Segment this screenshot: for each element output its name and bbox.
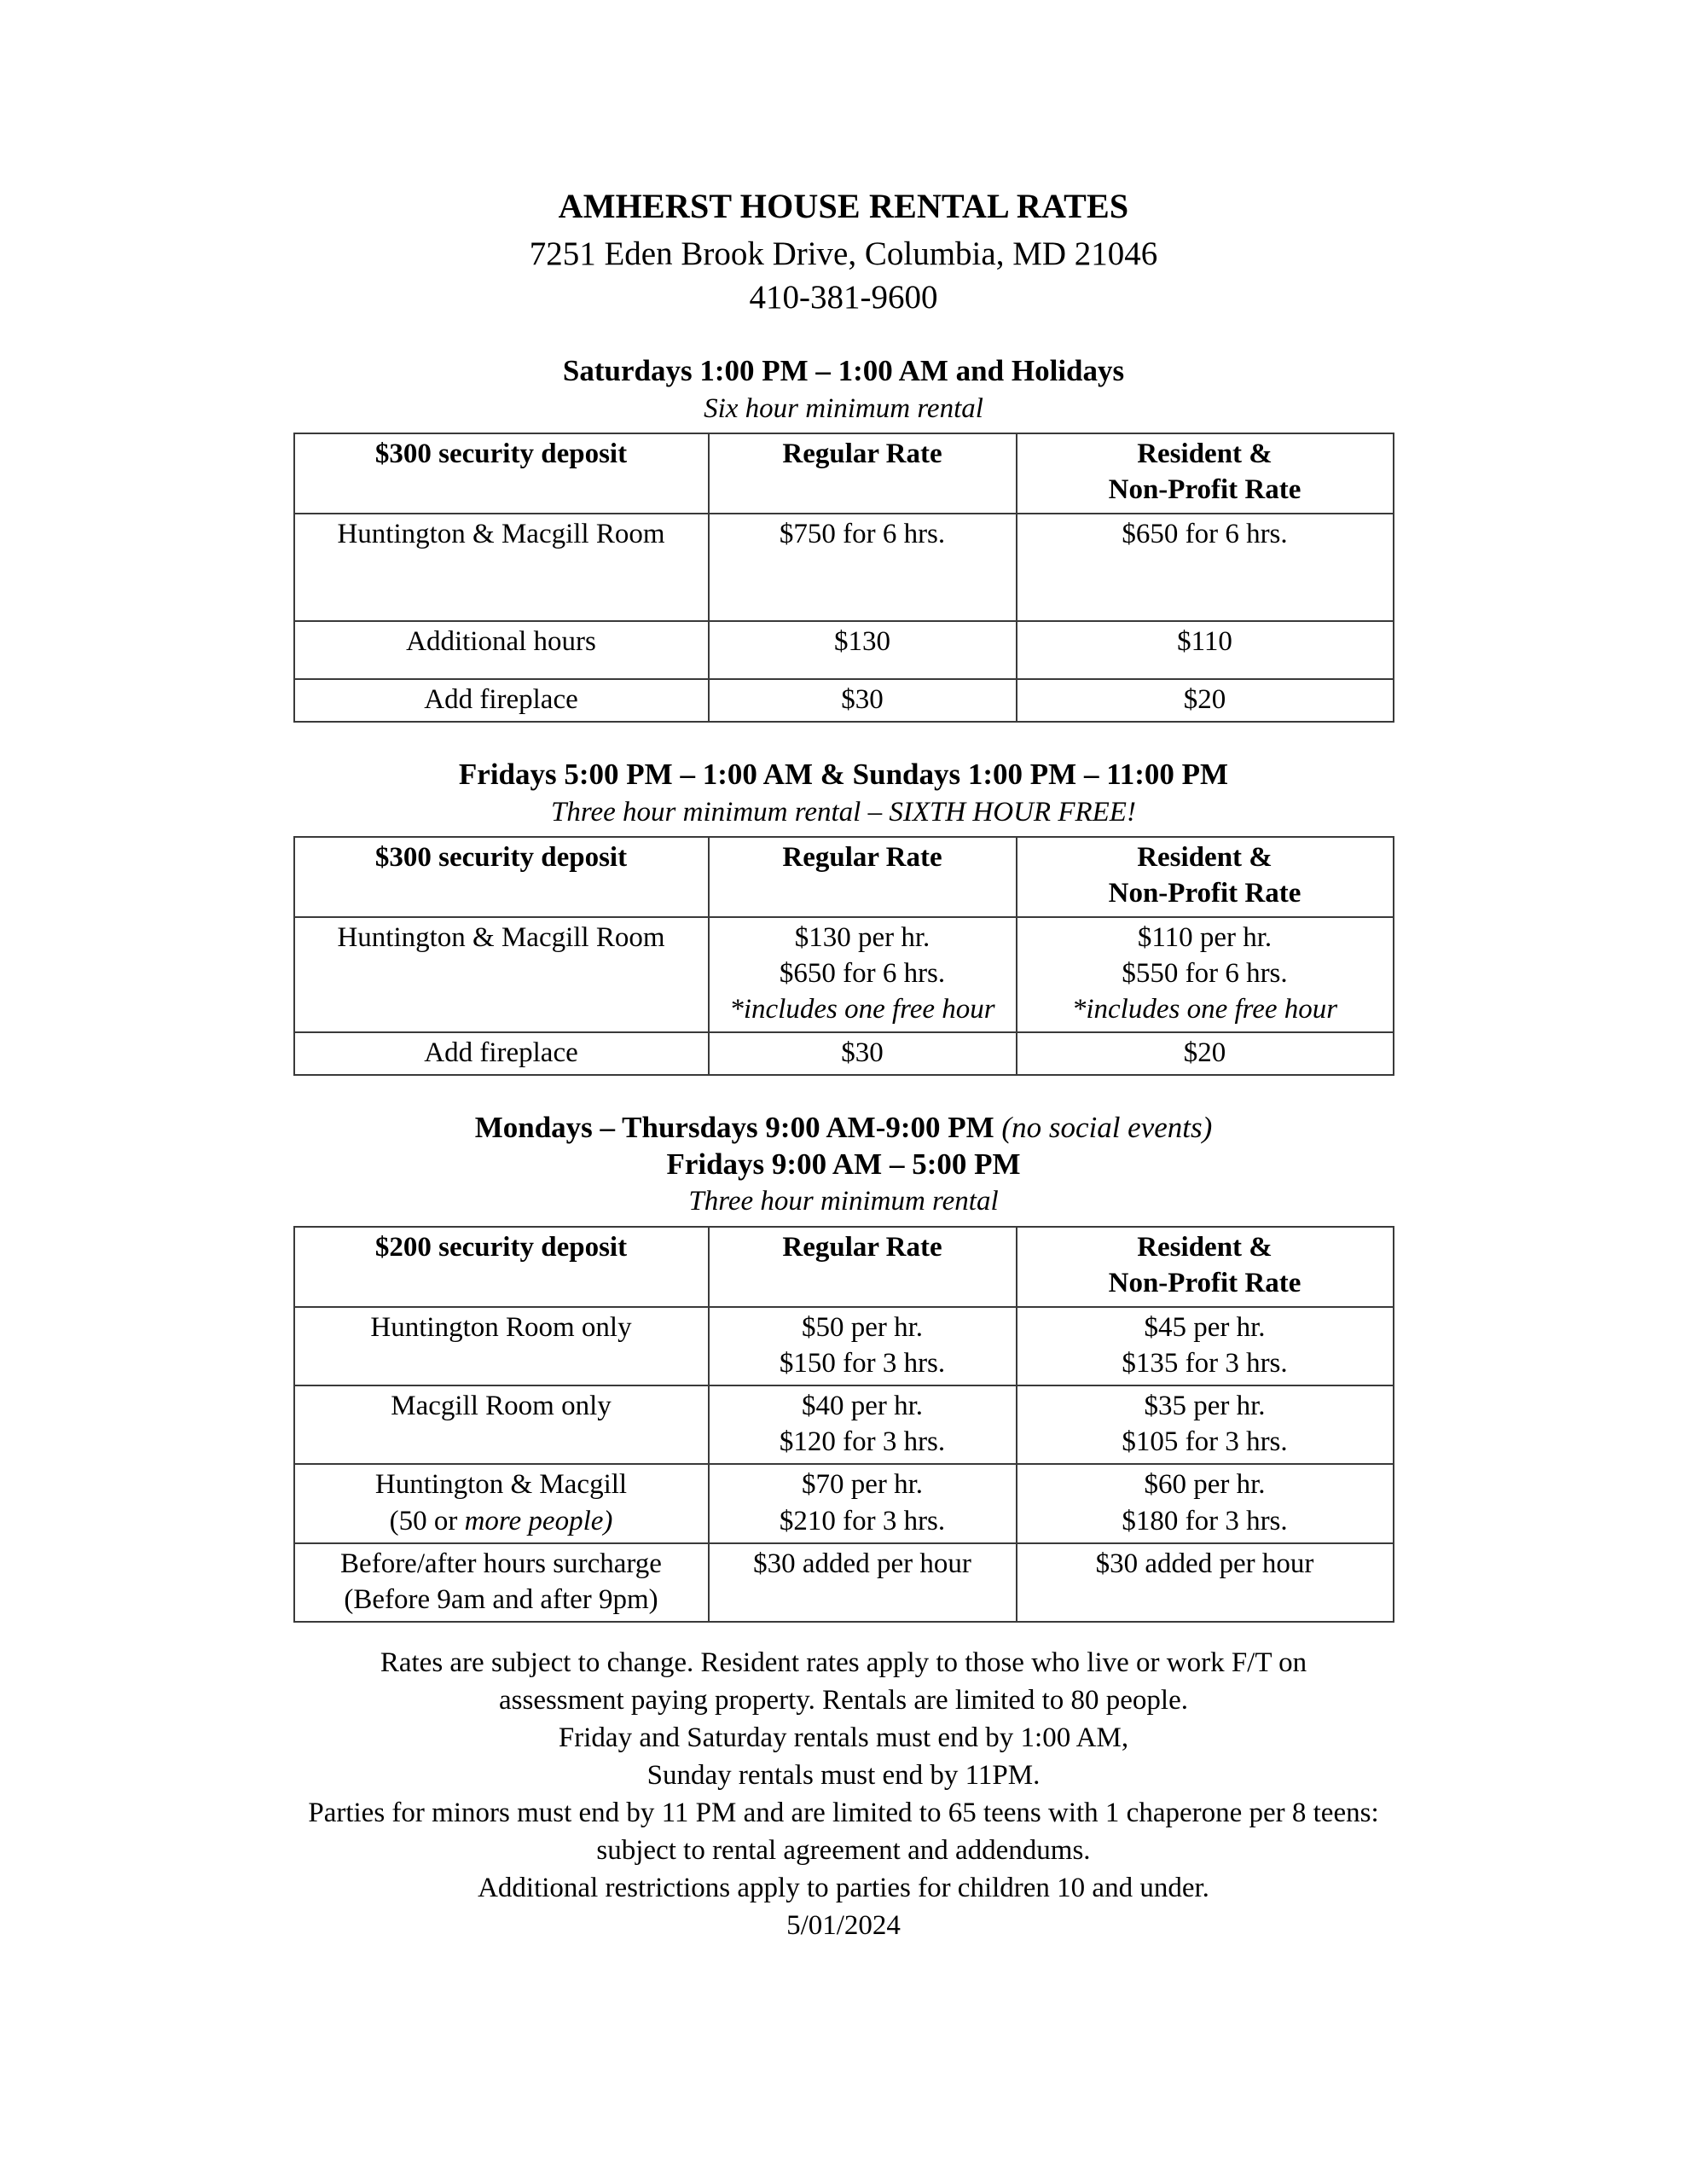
section-heading: Fridays 5:00 PM – 1:00 AM & Sundays 1:00 PM – 11:00 PM <box>458 758 1229 791</box>
value-line-2: $105 for 3 hrs. <box>1122 1426 1288 1458</box>
row-resident-value: $30 added per hour <box>1017 1543 1394 1622</box>
row-regular-value: $30 added per hour <box>709 1543 1017 1622</box>
header-line-1: Resident & <box>1137 841 1272 873</box>
table-row <box>294 679 1394 722</box>
column-header-regular-rate: Regular Rate <box>709 1227 1017 1307</box>
table-row <box>294 1307 1394 1385</box>
revision-date: 5/01/2024 <box>786 1909 901 1941</box>
rates-table-saturdays <box>293 433 1394 723</box>
row-regular-value <box>709 1464 1017 1542</box>
table-header-row <box>294 433 1394 514</box>
rates-table-weekdays <box>293 1226 1394 1623</box>
value-line-1: $60 per hr. <box>1144 1469 1266 1501</box>
table-row <box>294 621 1394 679</box>
table-row <box>294 1464 1394 1542</box>
column-header-resident-rate <box>1017 433 1394 514</box>
note-line: Additional restrictions apply to parties for children 10 and under. <box>478 1872 1209 1903</box>
header-line-2: Non-Profit Rate <box>1108 474 1301 505</box>
column-header-regular-rate: Regular Rate <box>709 837 1017 917</box>
label-italic: more people) <box>464 1505 613 1536</box>
value-line-1: $50 per hr. <box>801 1311 924 1343</box>
row-resident-value <box>1017 1464 1394 1542</box>
row-label: Huntington & Macgill Room <box>294 514 709 621</box>
column-header-deposit: $300 security deposit <box>294 433 709 514</box>
page-title: AMHERST HOUSE RENTAL RATES <box>558 187 1129 225</box>
section-heading-note: (no social events) <box>1001 1110 1213 1144</box>
row-label: Macgill Room only <box>294 1385 709 1464</box>
value-line-1: $35 per hr. <box>1144 1390 1266 1421</box>
section-saturdays <box>0 353 1687 723</box>
table-row <box>294 1032 1394 1075</box>
value-line-2: $180 for 3 hrs. <box>1122 1505 1288 1536</box>
note-line: subject to rental agreement and addendums. <box>596 1834 1091 1866</box>
column-header-deposit: $200 security deposit <box>294 1227 709 1307</box>
section-heading-line-1 <box>0 1110 1687 1147</box>
row-resident-value <box>1017 1307 1394 1385</box>
phone-line: 410-381-9600 <box>749 278 938 316</box>
value-line-2: $650 for 6 hrs. <box>779 958 946 990</box>
value-line-1: $45 per hr. <box>1144 1311 1266 1343</box>
row-regular-value: $30 <box>709 679 1017 722</box>
section-subtitle: Three hour minimum rental – SIXTH HOUR FREE! <box>551 796 1136 828</box>
row-resident-value <box>1017 917 1394 1032</box>
row-label: Huntington & Macgill Room <box>294 917 709 1032</box>
note-line: Friday and Saturday rentals must end by 1:00 AM, <box>558 1722 1129 1754</box>
note-line: Rates are subject to change. Resident rates apply to those who live or work F/T on <box>380 1647 1307 1679</box>
table-header-row <box>294 1227 1394 1307</box>
row-regular-value: $30 <box>709 1032 1017 1075</box>
header-line-1: Resident & <box>1137 438 1272 469</box>
row-resident-value <box>1017 1385 1394 1464</box>
label-line-1: Before/after hours surcharge <box>340 1548 662 1579</box>
row-regular-value: $130 <box>709 621 1017 679</box>
value-line-2: $210 for 3 hrs. <box>779 1505 946 1536</box>
header-line-2: Non-Profit Rate <box>1108 1267 1301 1298</box>
section-weekdays <box>0 1110 1687 1623</box>
value-line-1: $110 per hr. <box>1137 921 1272 953</box>
row-label: Add fireplace <box>294 1032 709 1075</box>
value-line-2: $135 for 3 hrs. <box>1122 1347 1288 1379</box>
row-label: Add fireplace <box>294 679 709 722</box>
table-row <box>294 514 1394 621</box>
section-subtitle: Three hour minimum rental <box>688 1186 999 1217</box>
note-line: assessment paying property. Rentals are limited to 80 people. <box>498 1685 1188 1716</box>
value-line-3-note: *includes one free hour <box>1071 994 1338 1025</box>
column-header-resident-rate <box>1017 837 1394 917</box>
value-line-1: $70 per hr. <box>801 1469 924 1501</box>
row-regular-value <box>709 1307 1017 1385</box>
row-regular-value <box>709 917 1017 1032</box>
footer-notes <box>204 1645 1483 1944</box>
row-label <box>294 1543 709 1622</box>
row-label: Huntington Room only <box>294 1307 709 1385</box>
value-line-1: $130 per hr. <box>794 921 930 953</box>
row-label: Additional hours <box>294 621 709 679</box>
section-fridays-sundays <box>0 757 1687 1076</box>
row-resident-value: $110 <box>1017 621 1394 679</box>
header-line-1: Resident & <box>1137 1231 1272 1263</box>
table-header-row <box>294 837 1394 917</box>
section-heading: Saturdays 1:00 PM – 1:00 AM and Holidays <box>562 353 1125 387</box>
section-subtitle: Six hour minimum rental <box>704 392 983 424</box>
rates-table-fridays-sundays <box>293 836 1394 1076</box>
address-line: 7251 Eden Brook Drive, Columbia, MD 21046 <box>529 235 1158 272</box>
label-line-1: Huntington & Macgill <box>374 1469 628 1501</box>
table-row <box>294 1543 1394 1622</box>
column-header-regular-rate: Regular Rate <box>709 433 1017 514</box>
table-row <box>294 917 1394 1032</box>
label-line-2 <box>300 1503 703 1539</box>
value-line-2: $550 for 6 hrs. <box>1122 958 1288 990</box>
row-regular-value: $750 for 6 hrs. <box>709 514 1017 621</box>
table-row <box>294 1385 1394 1464</box>
row-label <box>294 1464 709 1542</box>
value-line-3-note: *includes one free hour <box>729 994 995 1025</box>
row-resident-value: $650 for 6 hrs. <box>1017 514 1394 621</box>
value-line-2: $120 for 3 hrs. <box>779 1426 946 1458</box>
row-regular-value <box>709 1385 1017 1464</box>
note-line: Parties for minors must end by 11 PM and are limited to 65 teens with 1 chaperone per 8 teens: <box>308 1797 1379 1828</box>
column-header-deposit: $300 security deposit <box>294 837 709 917</box>
section-heading-bold: Mondays – Thursdays 9:00 AM-9:00 PM <box>474 1110 1002 1144</box>
label-line-2: (Before 9am and after 9pm) <box>344 1584 658 1616</box>
note-line: Sunday rentals must end by 11PM. <box>646 1760 1041 1791</box>
section-heading-line-2: Fridays 9:00 AM – 5:00 PM <box>666 1147 1021 1181</box>
value-line-1: $40 per hr. <box>801 1390 924 1421</box>
column-header-resident-rate <box>1017 1227 1394 1307</box>
value-line-2: $150 for 3 hrs. <box>779 1347 946 1379</box>
row-resident-value: $20 <box>1017 679 1394 722</box>
row-resident-value: $20 <box>1017 1032 1394 1075</box>
header-line-2: Non-Profit Rate <box>1108 878 1301 909</box>
label-plain: (50 or <box>389 1505 465 1536</box>
